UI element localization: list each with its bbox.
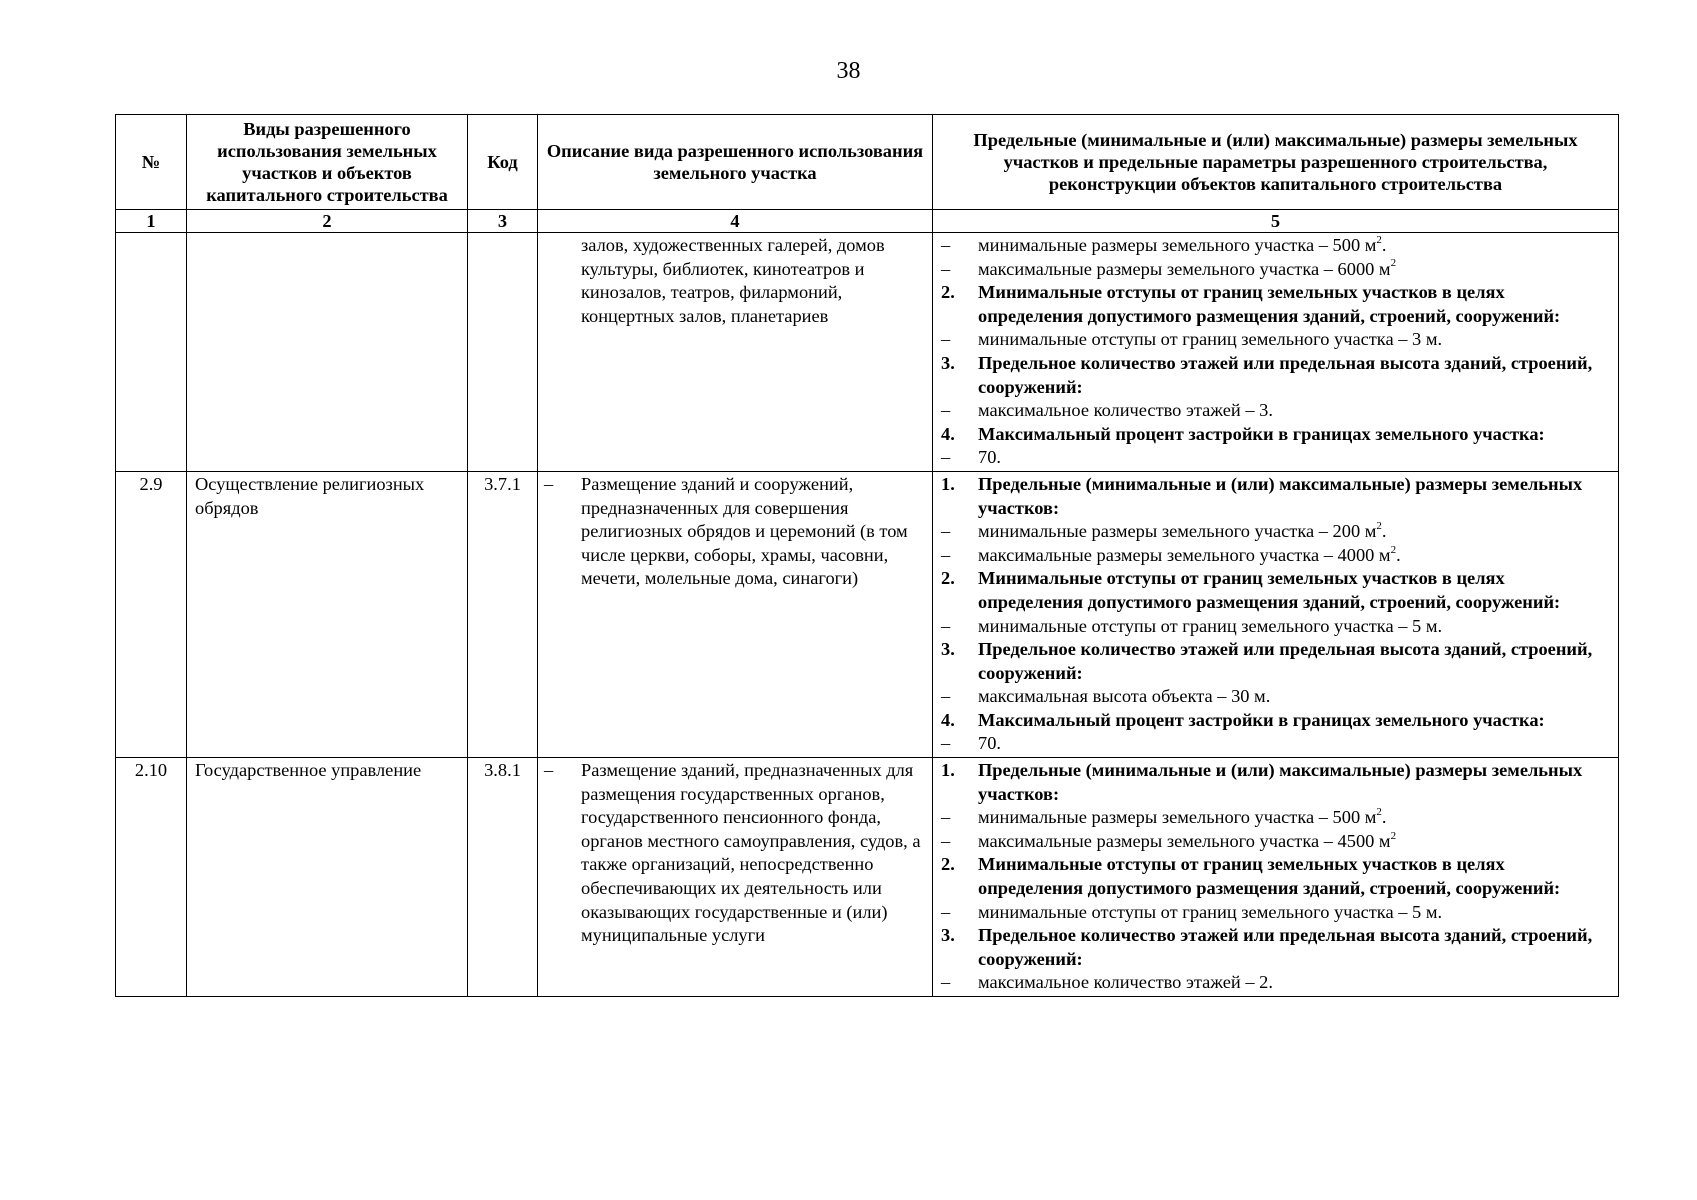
table-row xyxy=(116,233,1619,472)
parameter-value: 70. xyxy=(978,447,1001,468)
zoning-table xyxy=(115,114,1619,997)
parameter-suffix: . xyxy=(1381,807,1387,828)
description-text: залов, художественных галерей, домов культуры, библиотек, кинотеатров и кинозалов, театров, филармоний, концертных залов, планетариев xyxy=(581,235,885,326)
superscript: 2 xyxy=(1390,257,1397,270)
parameter-marker: – xyxy=(941,329,951,350)
parameter-item xyxy=(941,520,1614,544)
parameter-marker: – xyxy=(941,400,951,421)
parameter-item xyxy=(941,234,1614,258)
cell-number xyxy=(116,233,187,472)
parameter-text xyxy=(978,685,1270,709)
parameter-text xyxy=(978,258,1396,282)
parameter-text xyxy=(978,473,1614,520)
parameter-value: Предельные (минимальные и (или) максимальные) размеры земельных участков: xyxy=(978,473,1583,518)
header-parameters: Предельные (минимальные и (или) максимальные) размеры земельных участков и предельные параметры разрешенного строительства, реконструкции объектов капитального строительства xyxy=(933,115,1619,210)
parameter-text xyxy=(978,901,1442,925)
parameter-value: максимальное количество этажей – 3. xyxy=(978,400,1273,421)
column-number-row xyxy=(116,210,1619,233)
parameter-item xyxy=(941,544,1614,568)
parameter-value: Минимальные отступы от границ земельных участков в целях определения допустимого размещения зданий, строений, сооружений: xyxy=(978,854,1561,899)
parameter-marker: 2. xyxy=(941,282,955,303)
parameter-value: минимальные размеры земельного участка – 500 м xyxy=(978,807,1377,828)
column-number: 4 xyxy=(538,210,933,233)
table-header-row xyxy=(116,115,1619,210)
parameter-text xyxy=(978,638,1614,685)
column-number: 1 xyxy=(116,210,187,233)
cell-description xyxy=(538,758,933,997)
header-number: № xyxy=(116,115,187,210)
superscript: 2 xyxy=(1376,806,1382,819)
parameter-value: Предельные (минимальные и (или) максимальные) размеры земельных участков: xyxy=(978,760,1583,804)
cell-parameters xyxy=(933,233,1619,472)
cell-description xyxy=(538,233,933,472)
cell-parameters xyxy=(933,758,1619,997)
parameter-heading xyxy=(941,567,1614,614)
parameter-heading xyxy=(941,709,1614,733)
cell-use-kind xyxy=(187,233,468,472)
parameter-heading xyxy=(941,423,1614,447)
parameter-heading xyxy=(941,473,1614,520)
parameter-value: Максимальный процент застройки в границах земельного участка: xyxy=(978,423,1545,444)
column-number: 2 xyxy=(187,210,468,233)
parameter-item xyxy=(941,830,1614,854)
parameter-value: минимальные отступы от границ земельного участка – 5 м. xyxy=(978,615,1443,636)
header-use-kind: Виды разрешенного использования земельных участков и объектов капитального строительства xyxy=(187,115,468,210)
parameter-text xyxy=(978,709,1545,733)
parameter-text xyxy=(978,924,1614,971)
parameter-text xyxy=(978,732,1001,756)
table-row xyxy=(116,758,1619,997)
parameter-item xyxy=(941,328,1614,352)
parameter-marker: 1. xyxy=(941,473,955,494)
parameter-text xyxy=(978,759,1614,806)
parameter-text xyxy=(978,399,1273,423)
cell-number: 2.10 xyxy=(116,758,187,997)
parameter-marker: – xyxy=(941,830,951,851)
parameter-value: минимальные размеры земельного участка – 200 м xyxy=(978,521,1377,542)
parameter-item xyxy=(941,971,1614,995)
parameter-item xyxy=(941,901,1614,925)
parameter-marker: – xyxy=(941,235,951,255)
parameter-text xyxy=(978,615,1442,639)
parameter-text xyxy=(978,352,1614,399)
parameter-marker: – xyxy=(941,901,951,922)
parameter-marker: – xyxy=(941,733,951,754)
parameter-item xyxy=(941,258,1614,282)
table-row xyxy=(116,471,1619,757)
parameter-value: Предельное количество этажей или предельная высота зданий, строений, сооружений: xyxy=(978,925,1593,969)
parameter-text xyxy=(978,806,1387,830)
parameter-text xyxy=(978,446,1001,470)
parameter-suffix: . xyxy=(1381,521,1387,542)
parameter-text xyxy=(978,544,1401,568)
cell-parameters xyxy=(933,471,1619,757)
parameter-marker: 1. xyxy=(941,760,955,781)
column-number: 3 xyxy=(468,210,538,233)
parameter-item xyxy=(941,806,1614,830)
parameter-heading xyxy=(941,924,1614,971)
parameter-value: Предельное количество этажей или предельная высота зданий, строений, сооружений: xyxy=(978,639,1593,683)
page-number: 38 xyxy=(836,58,861,84)
parameter-text xyxy=(978,328,1442,352)
parameter-marker: – xyxy=(941,686,951,707)
parameter-value: максимальные размеры земельного участка – 4000 м xyxy=(978,544,1391,565)
parameter-value: максимальные размеры земельного участка – 6000 м xyxy=(978,258,1391,279)
parameter-heading xyxy=(941,638,1614,685)
parameter-value: максимальное количество этажей – 2. xyxy=(978,972,1273,993)
cell-number: 2.9 xyxy=(116,471,187,757)
cell-code: 3.8.1 xyxy=(468,758,538,997)
parameter-text xyxy=(978,567,1614,614)
parameter-suffix: . xyxy=(1381,235,1387,255)
parameter-marker: – xyxy=(941,544,951,565)
parameter-marker: 3. xyxy=(941,925,955,946)
parameter-marker: – xyxy=(941,807,951,828)
parameter-marker: 3. xyxy=(941,639,955,660)
parameter-value: минимальные отступы от границ земельного участка – 3 м. xyxy=(978,329,1443,350)
parameter-item xyxy=(941,732,1614,756)
cell-code xyxy=(468,233,538,472)
header-code: Код xyxy=(468,115,538,210)
superscript: 2 xyxy=(1376,233,1382,246)
parameter-text xyxy=(978,830,1396,854)
parameter-value: Минимальные отступы от границ земельных участков в целях определения допустимого размещения зданий, строений, сооружений: xyxy=(978,282,1561,326)
parameter-text xyxy=(978,853,1614,900)
parameter-heading xyxy=(941,759,1614,806)
parameter-value: максимальные размеры земельного участка – 4500 м xyxy=(978,830,1391,851)
parameter-marker: – xyxy=(941,258,951,279)
header-description: Описание вида разрешенного использования земельного участка xyxy=(538,115,933,210)
parameter-text xyxy=(978,520,1387,544)
column-number: 5 xyxy=(933,210,1619,233)
superscript: 2 xyxy=(1390,829,1397,842)
parameter-value: минимальные отступы от границ земельного участка – 5 м. xyxy=(978,901,1443,922)
description-marker: – xyxy=(544,473,554,494)
parameter-value: Предельное количество этажей или предельная высота зданий, строений, сооружений: xyxy=(978,352,1593,397)
parameter-suffix: . xyxy=(1396,544,1401,565)
parameter-value: максимальная высота объекта – 30 м. xyxy=(978,686,1271,707)
parameter-marker: – xyxy=(941,615,951,636)
parameter-marker: 2. xyxy=(941,568,955,589)
parameter-text xyxy=(978,234,1387,258)
parameter-heading xyxy=(941,281,1614,328)
superscript: 2 xyxy=(1390,543,1397,556)
parameter-marker: 3. xyxy=(941,352,955,373)
parameter-text xyxy=(978,281,1614,328)
parameter-item xyxy=(941,399,1614,423)
parameter-value: Минимальные отступы от границ земельных участков в целях определения допустимого размещения зданий, строений, сооружений: xyxy=(978,568,1561,612)
parameter-marker: 2. xyxy=(941,854,955,875)
cell-use-kind: Государственное управление xyxy=(187,758,468,997)
table-body xyxy=(116,233,1619,997)
parameter-item xyxy=(941,685,1614,709)
parameter-marker: – xyxy=(941,521,951,542)
parameter-heading xyxy=(941,352,1614,399)
parameter-value: Максимальный процент застройки в границах земельного участка: xyxy=(978,709,1545,730)
cell-code: 3.7.1 xyxy=(468,471,538,757)
description-marker: – xyxy=(544,760,554,781)
parameter-heading xyxy=(941,853,1614,900)
description-item xyxy=(544,473,926,591)
parameter-marker: 4. xyxy=(941,709,955,730)
parameter-item xyxy=(941,446,1614,470)
superscript: 2 xyxy=(1376,520,1382,532)
cell-use-kind: Осуществление религиозных обрядов xyxy=(187,471,468,757)
parameter-text xyxy=(978,423,1545,447)
parameter-item xyxy=(941,615,1614,639)
description-text: Размещение зданий и сооружений, предназначенных для совершения религиозных обрядов и церемоний (в том числе церкви, соборы, храмы, часовни, мечети, молельные дома, синагоги) xyxy=(581,473,908,589)
parameter-marker: – xyxy=(941,972,951,993)
parameter-text xyxy=(978,971,1273,995)
description-text: Размещение зданий, предназначенных для размещения государственных органов, государственного пенсионного фонда, органов местного самоуправления, судов, а также организаций, непосредственно обеспечивающих их деятельность или оказывающих государственные и (или) муниципальные услуги xyxy=(581,760,921,946)
parameter-value: минимальные размеры земельного участка – 500 м xyxy=(978,235,1377,255)
parameter-value: 70. xyxy=(978,733,1001,754)
parameter-marker: 4. xyxy=(941,423,955,444)
cell-description xyxy=(538,471,933,757)
parameter-marker: – xyxy=(941,447,951,468)
description-item xyxy=(544,759,926,948)
